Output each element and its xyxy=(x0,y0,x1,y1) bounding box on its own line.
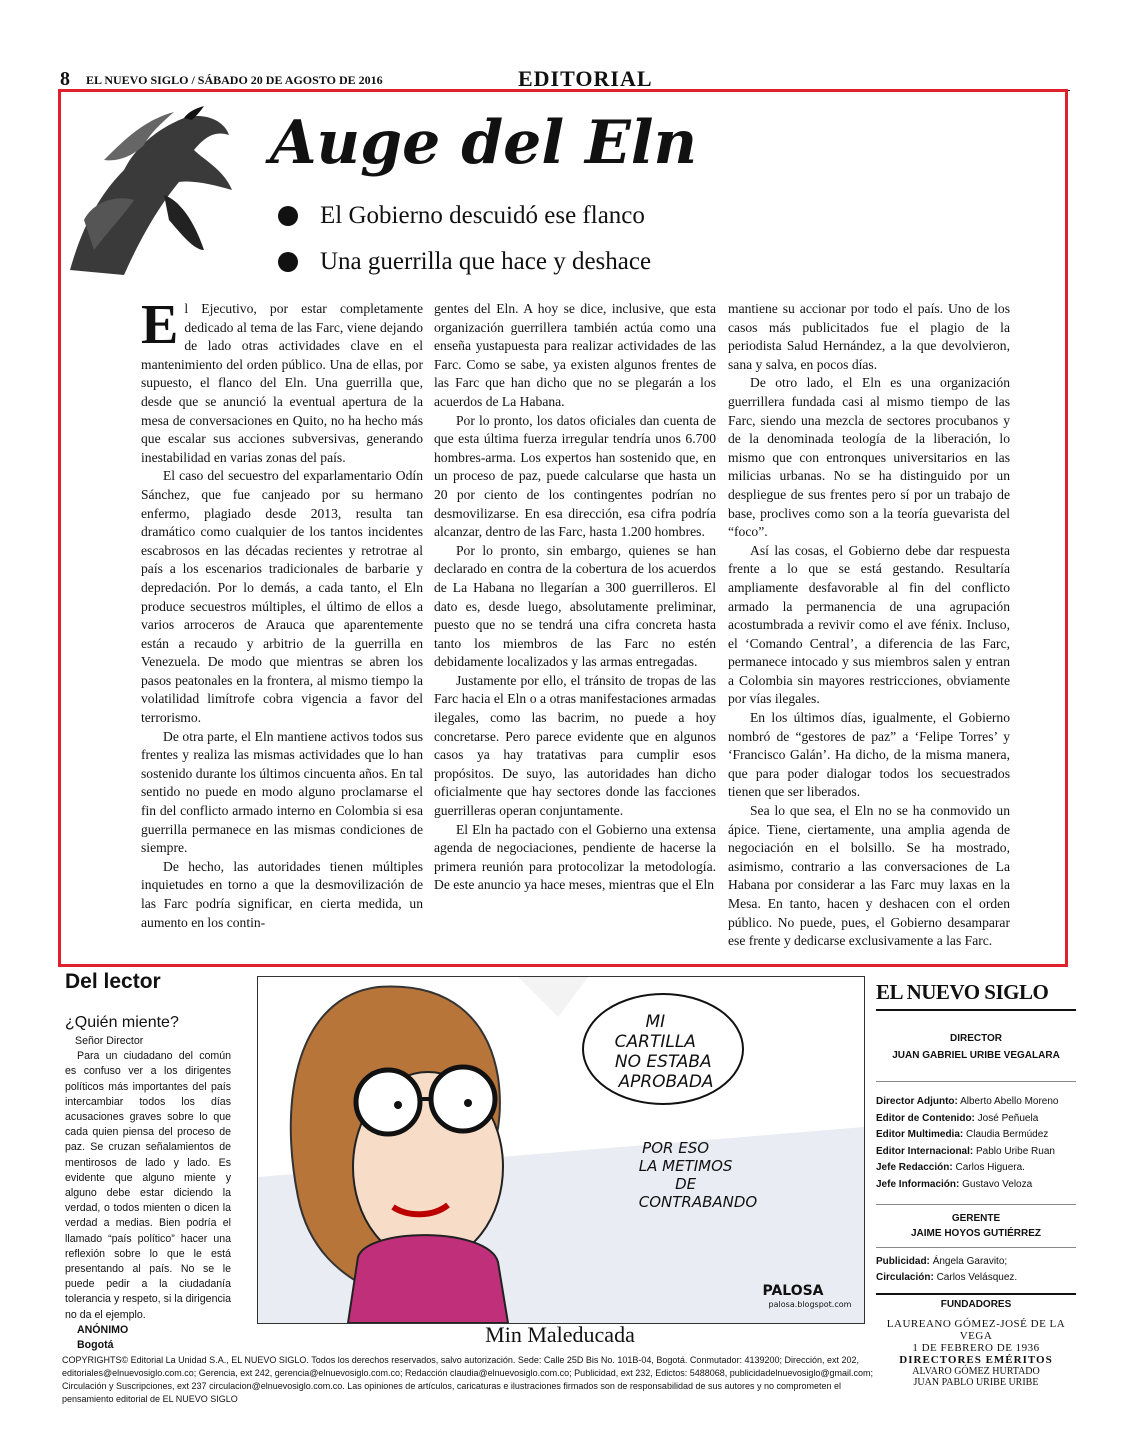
cartoonist-signature: PALOSA xyxy=(762,1283,824,1299)
paragraph xyxy=(141,294,423,467)
staff-role: Jefe Información: Gustavo Veloza xyxy=(876,1178,1033,1190)
paragraph-text: l Ejecutivo, por estar completamente dedicado al tema de las Farc, viene dejando de lado otras actividades clave en el mantenimiento del orden público. Una de ellas, por supuesto, el flanco del Eln. Una guerrilla que, desde que se anunció la eventual apertura de la mesa de conversaciones en Quito, no ha hecho más que escalar sus acciones subversivas, generando inestabilidad en varias zonas del país. xyxy=(141,301,423,465)
editorial-cartoon xyxy=(257,976,865,1324)
bubble-line: CONTRABANDO xyxy=(638,1193,758,1211)
paragraph: Así las cosas, el Gobierno debe dar respuesta frente a lo que se está gestando. Resultaría ampliamente desfavorable al fin del conflicto armado la permanencia de una agrupación acostumbrada a revivir como el ave fénix. Incluso, el ‘Comando Central’, a diferencia de las Farc, permanece intocado y sus miembros salen y entran a Colombia sin mayores restricciones, obviamente por vías ilegales. xyxy=(728,542,1010,707)
staff-role: Editor Internacional: Pablo Uribe Ruan xyxy=(876,1145,1055,1157)
section-title: EDITORIAL xyxy=(518,66,653,91)
subhead-bullet-1 xyxy=(278,202,645,230)
paragraph: El Eln ha pactado con el Gobierno una extensa agenda de negociaciones, pendiente de hacerse la primera reunión para protocolizar la metodología. De este anuncio ya hace meses, mientras que el Eln xyxy=(434,821,716,893)
bubble-line: POR ESO xyxy=(642,1139,710,1157)
staff-role: Editor de Contenido: José Peñuela xyxy=(876,1112,1039,1124)
bubble-line: CARTILLA xyxy=(614,1032,696,1052)
letter-city: Bogotá xyxy=(77,1339,114,1352)
director-name: JUAN GABRIEL URIBE VEGALARA xyxy=(876,1050,1076,1082)
editorial-column-1 xyxy=(141,294,423,932)
letter-salutation: Señor Director xyxy=(75,1035,144,1047)
bubble-line: DE xyxy=(675,1175,697,1193)
cartoon-caption: Min Maleducada xyxy=(485,1322,635,1347)
masthead-logo: EL NUEVO SIGLO xyxy=(876,980,1076,1011)
paragraph: mantiene su accionar por todo el país. Uno de los casos más publicitados fue el plagio de la periodista Salud Hernández, a la que devolvieron, sana y salva, en pocos días. xyxy=(728,301,1010,372)
fundadores-names: LAUREANO GÓMEZ-JOSÉ DE LA VEGA xyxy=(886,1317,1066,1342)
bubble-line: MI xyxy=(645,1012,666,1032)
paragraph: Por lo pronto, sin embargo, quienes se han declarado en contra de la cobertura de los acuerdos de La Habana no llegarían a 300 guerrilleros. El dato es, desde luego, absolutamente preliminar, puesto que no se tendrá una cifra concreta hasta tanto los miembros de las Farc no estén debidamente localizados y las armas entregadas. xyxy=(434,542,716,670)
staff-roles-2 xyxy=(876,1254,1076,1287)
staff-role: Publicidad: Ángela Garavito; xyxy=(876,1255,1008,1267)
staff-role: Circulación: Carlos Velásquez. xyxy=(876,1272,1018,1284)
staff-box xyxy=(876,980,1076,1388)
page-header xyxy=(60,68,1070,91)
staff-role: Jefe Redacción: Carlos Higuera. xyxy=(876,1162,1025,1174)
bullet-dot-icon xyxy=(278,206,298,226)
subhead-bullet-2 xyxy=(278,248,651,276)
page-number: 8 xyxy=(60,68,70,90)
letter-signature: ANÓNIMO xyxy=(77,1323,129,1336)
paragraph: Por lo pronto, los datos oficiales dan cuenta de que esta última fuerza irregular tendría unos 6.700 hombres-arma. Los expertos han sostenido que, en un proceso de paz, puede calcularse que hasta un 20 por ciento de los contingentes podrían no desmovilizarse. En esa dirección, esa cifra podría alcanzar, dentro de las Farc, hasta 1.200 hombres. xyxy=(434,412,716,540)
bubble-line: LA METIMOS xyxy=(638,1157,733,1175)
editorial-column-2 xyxy=(434,300,716,895)
emeritos-label: DIRECTORES EMÉRITOS xyxy=(899,1353,1053,1366)
cartoonist-site: palosa.blogspot.com xyxy=(768,1300,852,1309)
editorial-column-3 xyxy=(728,300,1010,951)
fundacion-date: 1 DE FEBRERO DE 1936 xyxy=(912,1341,1040,1354)
copyright-footer: COPYRIGHTS© Editorial La Unidad S.A., EL NUEVO SIGLO. Todos los derechos reservados, salvo autorización. Sede: Calle 25D Bis No. 101B-04, Bogotá. Conmutador: 4139200; Dirección, ext 202, editoriales@elnuevosiglo.com.co; Gerencia, ext 242, gerencia@elnuevosiglo.com.co; Redacción claudia@elnuevosiglo.com.co; Publicidad, ext 232, Edictos: 5488068, publicidadelnuevosiglo@gmail.com; Circulación y Suscripciones, ext 237 circulacion@elnuevosiglo.com.co. Las opiniones de artículos, caricaturas e ilustraciones firmados son de responsabilidad de sus autores y no comprometen el pensamiento editorial de EL NUEVO SIGLO xyxy=(62,1355,874,1404)
lector-section-title: Del lector xyxy=(65,970,161,993)
letter-title: ¿Quién miente? xyxy=(65,1014,179,1031)
staff-role: Director Adjunto: Alberto Abello Moreno xyxy=(876,1096,1059,1107)
paragraph: gentes del Eln. A hoy se dice, inclusive, que esta organización guerrillera también actúa como una enseña yustapuesta para realizar actividades de las Farc. Como se sabe, ya existen algunos frentes de las Farc que han dicho que no se plegarán a los acuerdos de La Habana. xyxy=(434,301,716,409)
bubble-line: NO ESTABA xyxy=(614,1052,712,1072)
paragraph: El caso del secuestro del exparlamentario Odín Sánchez, que fue canjeado por su hermano enfermo, plagiado desde 2013, resulta tan dramático como cualquier de los tantos incidentes escabrosos en las décadas recientes y retrotrae al país a los escenarios tradicionales de barbarie y depredación. Por lo demás, a cada tanto, el Eln produce secuestros múltiples, el último de ellos a varios arroceros de Arauca que aparentemente están a recaudo y arbitrio de la guerrilla en Venezuela. De modo que mientras se abren los pasos peatonales en la frontera, al mismo tiempo la volatilidad limítrofe cobra vigencia a favor del terrorismo. xyxy=(141,468,423,726)
paragraph: De hecho, las autoridades tienen múltiples inquietudes en torno a que la desmovilización de las Farc podría significar, en cierta medida, un aumento en los contin- xyxy=(141,858,423,930)
bullet-dot-icon xyxy=(278,252,298,272)
header-paper-date: EL NUEVO SIGLO / SÁBADO 20 DE AGOSTO DE 2016 xyxy=(86,73,383,87)
gerente-label: GERENTE xyxy=(876,1204,1076,1224)
bubble-line: APROBADA xyxy=(618,1072,714,1092)
staff-roles xyxy=(876,1094,1076,1194)
emerito-name: ALVARO GÓMEZ HURTADO xyxy=(912,1365,1040,1377)
drop-cap: E xyxy=(141,294,179,356)
subhead-text: Una guerrilla que hace y deshace xyxy=(320,248,652,275)
paragraph: Sea lo que sea, el Eln no se ha conmovido un ápice. Tiene, ciertamente, una amplia agenda de negociación en el bolsillo. Se ha mostrado, asimismo, contrario a las conversaciones de La Habana por considerar a las Farc muy laxas en la Mesa. En tanto, hacen y deshacen con el orden público. No puede, pues, el Gobierno desamparar ese frente y dedicarse exclusivamente a las Farc. xyxy=(728,803,1010,949)
paragraph: De otro lado, el Eln es una organización guerrillera fundada casi al mismo tiempo de las Farc, siendo una mezcla de sectores procubanos y de la denominada teología de la liberación, lo mismo que con entronques universitarios en las milicias urbanas. No se ha distinguido por un despliegue de sus frentes pero sí por un trabajo de base, proclives como son a la teoría guevarista del “foco”. xyxy=(728,375,1010,540)
emerito-name: JUAN PABLO URIBE URIBE xyxy=(913,1376,1039,1388)
director-label: DIRECTOR xyxy=(949,1033,1003,1044)
paragraph: Justamente por ello, el tránsito de tropas de las Farc hacia el Eln o a otras manifestaciones armadas ilegales, como las bacrim, no puede a hoy concretarse. Pero parece evidente que en algunos casos ya hay tratativas para cumplir esos propósitos. De suyo, las autoridades han dicho oficialmente que hay sectores donde las facciones guerrilleras operan conjuntamente. xyxy=(434,672,716,819)
letter-body xyxy=(65,1034,231,1353)
subhead-text: El Gobierno descuidó ese flanco xyxy=(320,202,645,229)
staff-role: Editor Multimedia: Claudia Bermúdez xyxy=(876,1129,1049,1141)
gerente-name: JAIME HOYOS GUTIÉRREZ xyxy=(876,1228,1076,1248)
paragraph: De otra parte, el Eln mantiene activos todos sus frentes y realiza las mismas actividades que lo han sostenido durante los últimos cincuenta años. En tal sentido no puede en modo alguno proclamarse el fin del conflicto armado interno en Colombia si esa guerrilla permanece en las mismas condiciones de siempre. xyxy=(141,728,423,856)
fundadores-label: FUNDADORES xyxy=(876,1293,1076,1310)
letter-text: Para un ciudadano del común es confuso ver a los dirigentes políticos más importantes del país intercambiar todos los días acusaciones graves sobre lo que cada quien piensa del proceso de paz. Se cruzan señalamientos de mentirosos de lado y lado. Es evidente que alguno miente y alguno debe estar diciendo la verdad, o todos mienten o dicen la verdad a medias. Bien podría el llamado “país político” hacer una reflexión sobre lo que le está presentando al país. No se le puede pedir a la ciudadanía tolerancia y respeto, si la dirigencia no da el ejemplo. xyxy=(65,1050,231,1321)
editorial-headline: Auge del Eln xyxy=(270,108,698,178)
paragraph: En los últimos días, igualmente, el Gobierno nombró de “gestores de paz” a ‘Felipe Torres’ y ‘Francisco Galán’. Ha dicho, de la misma manera, que para poder dialogar todos los secuestrados tienen que ser liberados. xyxy=(728,710,1010,800)
horse-sculpture-illustration xyxy=(64,100,236,280)
